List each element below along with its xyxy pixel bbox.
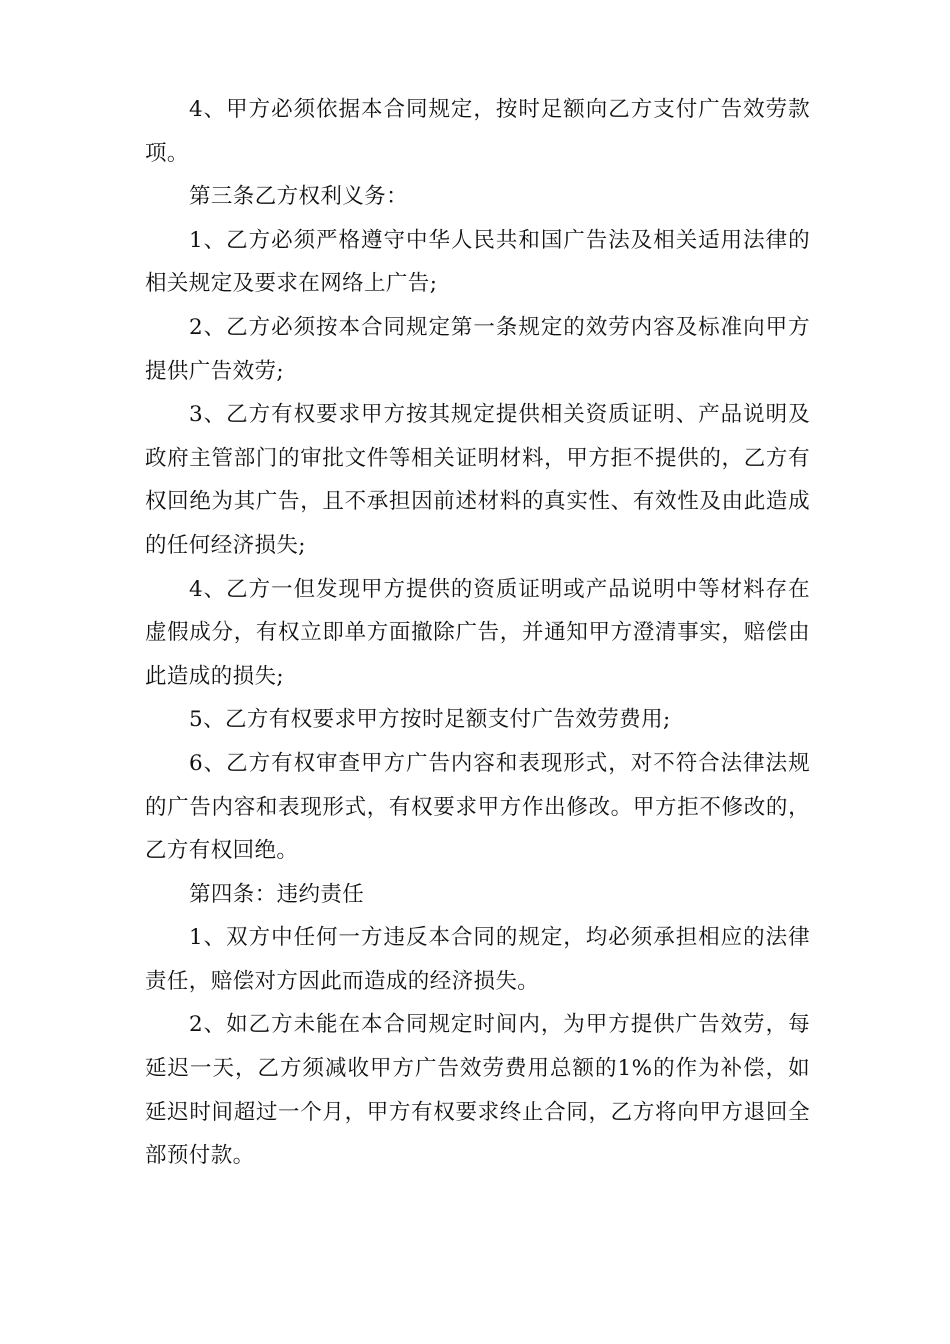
heading-article-4: 第四条：违约责任 [189,881,365,907]
paragraph-article-3-item-6: 6、乙方有权审查甲方广告内容和表现形式，对不符合法律法规的广告内容和表现形式，有权要求甲方作出修改。甲方拒不修改的，乙方有权回绝。 [145,750,810,864]
paragraph-party-a-payment: 4、甲方必须依据本合同规定，按时足额向乙方支付广告效劳款项。 [145,97,810,166]
heading-article-3: 第三条乙方权利义务： [189,184,409,210]
paragraph-article-3-item-4: 4、乙方一但发现甲方提供的资质证明或产品说明中等材料存在虚假成分，有权立即单方面撤除广告，并通知甲方澄清事实，赔偿由此造成的损失; [145,576,810,689]
paragraph-article-4-item-1: 1、双方中任何一方违反本合同的规定，均必须承担相应的法律责任，赔偿对方因此而造成的经济损失。 [145,925,810,994]
paragraph-article-4-item-2: 2、如乙方未能在本合同规定时间内，为甲方提供广告效劳，每延迟一天，乙方须减收甲方广告效劳费用总额的1%的作为补偿，如延迟时间超过一个月，甲方有权要求终止合同，乙方将向甲方退回全部预付款。 [145,1012,810,1169]
document-body [145,88,810,1178]
paragraph-article-3-item-3: 3、乙方有权要求甲方按其规定提供相关资质证明、产品说明及政府主管部门的审批文件等相关证明材料，甲方拒不提供的，乙方有权回绝为其广告，且不承担因前述材料的真实性、有效性及由此造成的任何经济损失; [145,402,810,558]
paragraph-article-3-item-5: 5、乙方有权要求甲方按时足额支付广告效劳费用; [189,707,671,733]
paragraph-article-3-item-1: 1、乙方必须严格遵守中华人民共和国广告法及相关适用法律的相关规定及要求在网络上广告; [145,227,810,297]
paragraph-article-3-item-2: 2、乙方必须按本合同规定第一条规定的效劳内容及标准向甲方提供广告效劳; [145,314,810,384]
